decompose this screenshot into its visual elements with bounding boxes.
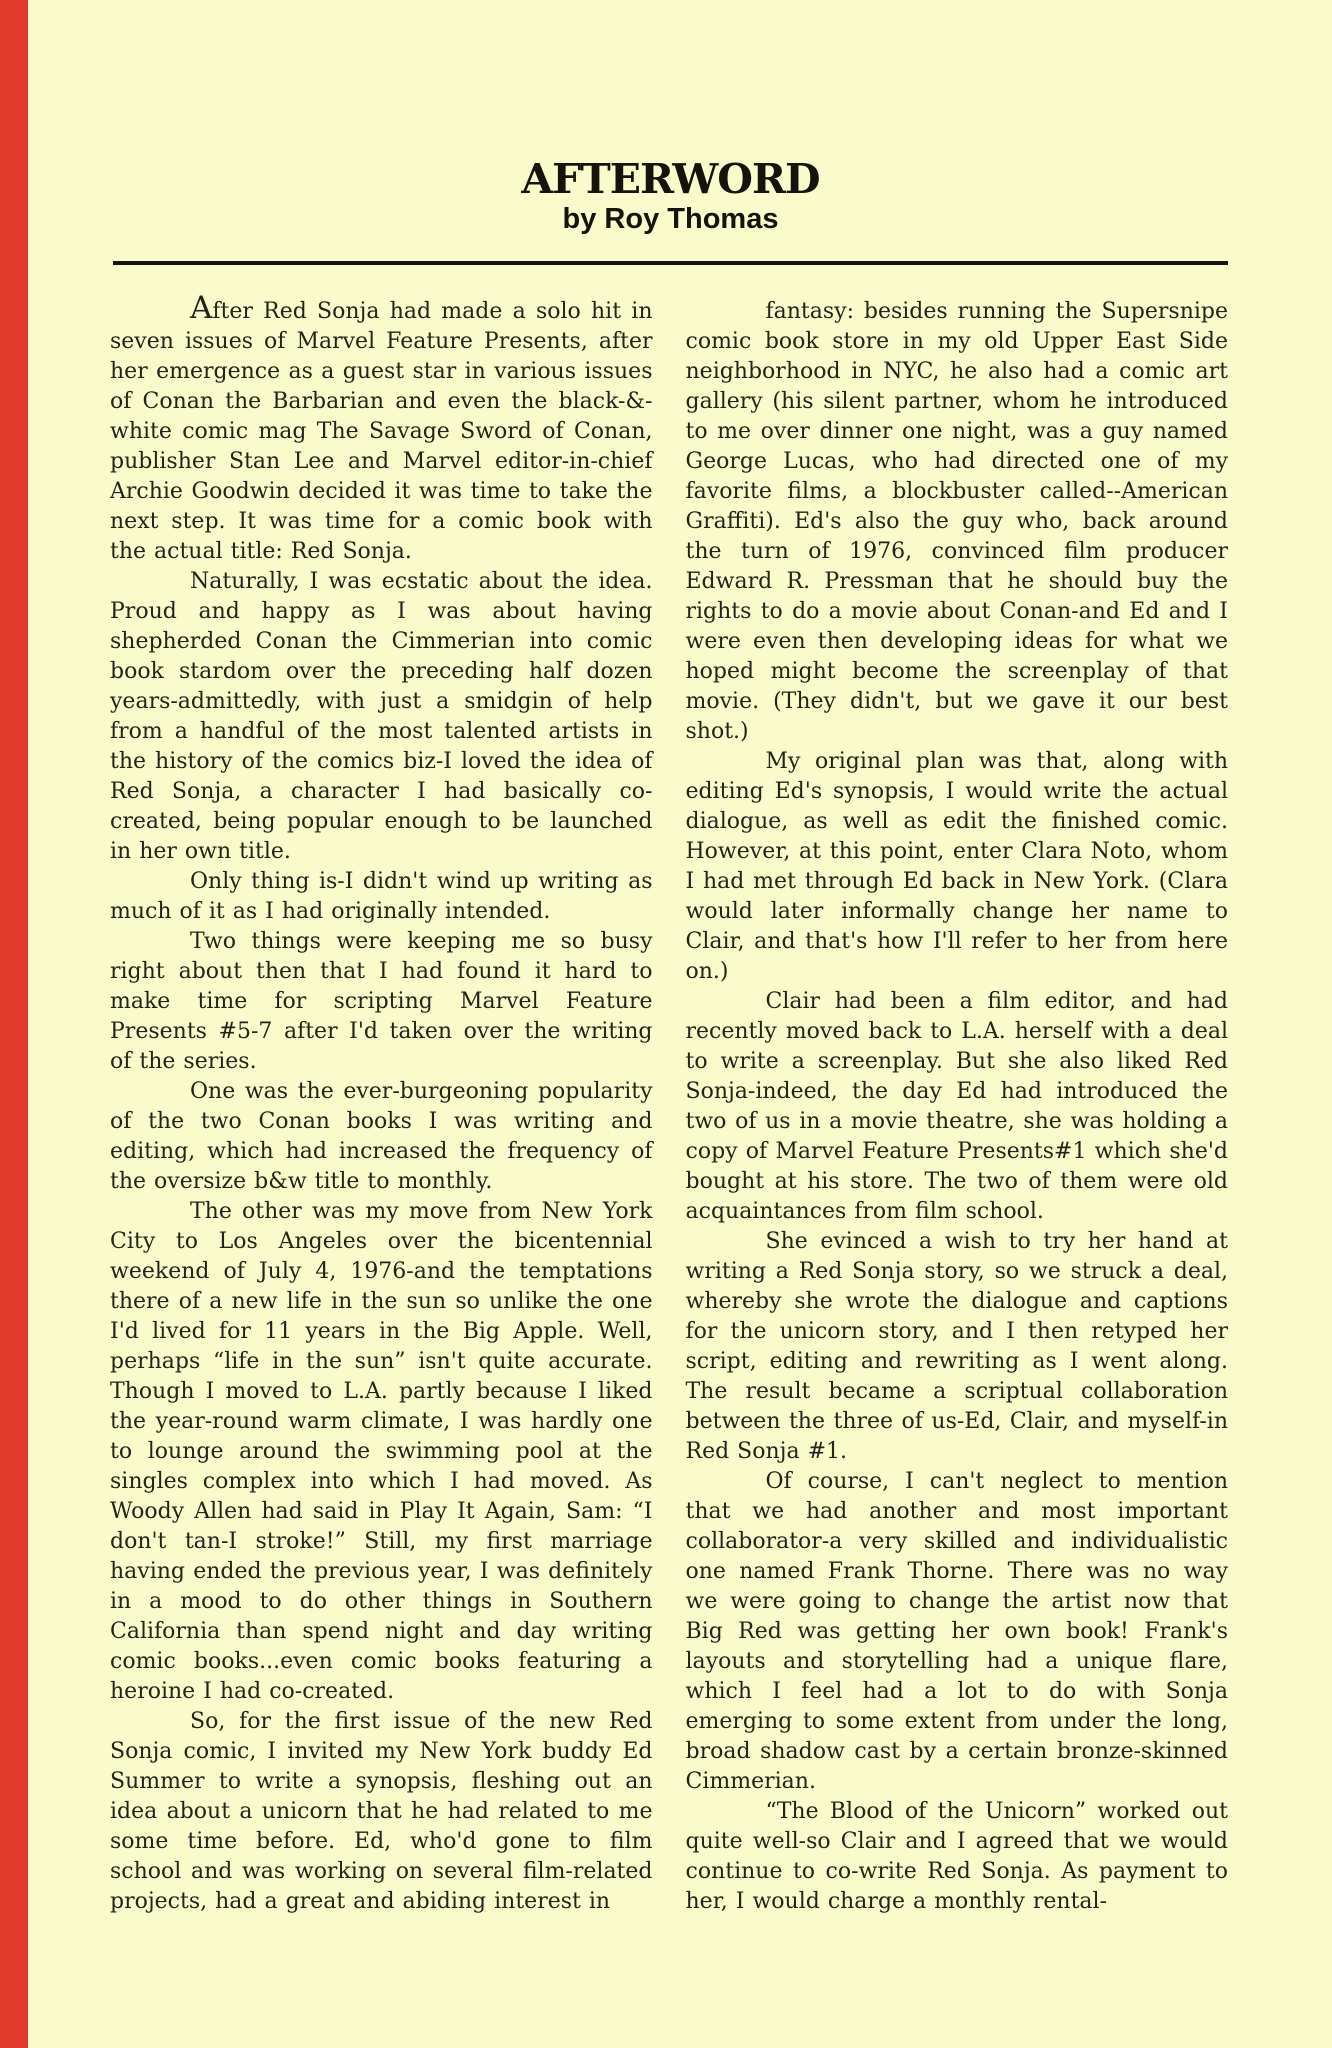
article-columns: [110, 290, 1228, 1917]
paragraph: Two things were keeping me so busy right about then that I had found it hard to make time for scripting Marvel Feature Presents #5-7 after I'd taken over the writing of the series.: [110, 929, 653, 1074]
paragraph: Only thing is-I didn't wind up writing as much of it as I had originally intended.: [110, 869, 653, 924]
paragraph: Clair had been a film editor, and had recently moved back to L.A. herself with a deal to write a screenplay. But she also liked Red Sonja-indeed, the day Ed had introduced the two of us in a movie theatre, she was holding a copy of Marvel Feature Presents#1 which she'd bought at his store. The two of them were old acquaintances from film school.: [685, 989, 1228, 1224]
page-header: [113, 0, 1228, 235]
paragraph: After Red Sonja had made a solo hit in seven issues of Marvel Feature Presents, after her emergence as a guest star in various issues of Conan the Barbarian and even the black-&-white comic mag The Savage Sword of Conan, publisher Stan Lee and Marvel editor-in-chief Archie Goodwin decided it was time to take the next step. It was time for a comic book with the actual title: Red Sonja.: [110, 290, 653, 564]
paragraph: Of course, I can't neglect to mention that we had another and most important collaborator-a very skilled and individualistic one named Frank Thorne. There was no way we were going to change the artist now that Big Red was getting her own book! Frank's layouts and storytelling had a unique flare, which I feel had a lot to do with Sonja emerging to some extent from under the long, broad shadow cast by a certain bronze-skinned Cimmerian.: [685, 1469, 1228, 1794]
paragraph: Naturally, I was ecstatic about the idea. Proud and happy as I was about having shepherded Conan the Cimmerian into comic book stardom over the preceding half dozen years-admittedly, with just a smidgin of help from a handful of the most talented artists in the history of the comics biz-I loved the idea of Red Sonja, a character I had basically co-created, being popular enough to be launched in her own title.: [110, 569, 653, 864]
page-title: AFTERWORD: [521, 155, 820, 203]
paragraph: One was the ever-burgeoning popularity of the two Conan books I was writing and editing, which had increased the frequency of the oversize b&w title to monthly.: [110, 1079, 653, 1194]
paragraph: fantasy: besides running the Supersnipe comic book store in my old Upper East Side neighborhood in NYC, he also had a comic art gallery (his silent partner, whom he introduced to me over dinner one night, was a guy named George Lucas, who had directed one of my favorite films, a blockbuster called--American Graffiti). Ed's also the guy who, back around the turn of 1976, convinced film producer Edward R. Pressman that he should buy the rights to do a movie about Conan-and Ed and I were even then developing ideas for what we hoped might become the screenplay of that movie. (They didn't, but we gave it our best shot.): [685, 299, 1228, 744]
paragraph: She evinced a wish to try her hand at writing a Red Sonja story, so we struck a deal, whereby she wrote the dialogue and captions for the unicorn story, and I then retyped her script, editing and rewriting as I went along. The result became a scriptual collaboration between the three of us-Ed, Clair, and myself-in Red Sonja #1.: [685, 1229, 1228, 1464]
right-column: [686, 297, 1229, 1917]
paragraph: “The Blood of the Unicorn” worked out quite well-so Clair and I agreed that we would continue to co-write Red Sonja. As payment to her, I would charge a monthly rental-: [685, 1799, 1228, 1914]
left-column: [110, 290, 653, 1917]
paragraph: My original plan was that, along with editing Ed's synopsis, I would write the actual dialogue, as well as edit the finished comic. However, at this point, enter Clara Noto, whom I had met through Ed back in New York. (Clara would later informally change her name to Clair, and that's how I'll refer to her from here on.): [685, 749, 1228, 984]
header-rule: [113, 261, 1228, 265]
paragraph: So, for the first issue of the new Red Sonja comic, I invited my New York buddy Ed Summer to write a synopsis, fleshing out an idea about a unicorn that he had related to me some time before. Ed, who'd gone to film school and was working on several film-related projects, had a great and abiding interest in: [110, 1709, 653, 1914]
paragraph: The other was my move from New York City to Los Angeles over the bicentennial weekend of July 4, 1976-and the temptations there of a new life in the sun so unlike the one I'd lived for 11 years in the Big Apple. Well, perhaps “life in the sun” isn't quite accurate. Though I moved to L.A. partly because I liked the year-round warm climate, I was hardly one to lounge around the swimming pool at the singles complex into which I had moved. As Woody Allen had said in Play It Again, Sam: “I don't tan-I stroke!” Still, my first marriage having ended the previous year, I was definitely in a mood to do other things in Southern California than spend night and day writing comic books...even comic books featuring a heroine I had co-created.: [110, 1199, 653, 1704]
byline: by Roy Thomas: [562, 203, 779, 235]
